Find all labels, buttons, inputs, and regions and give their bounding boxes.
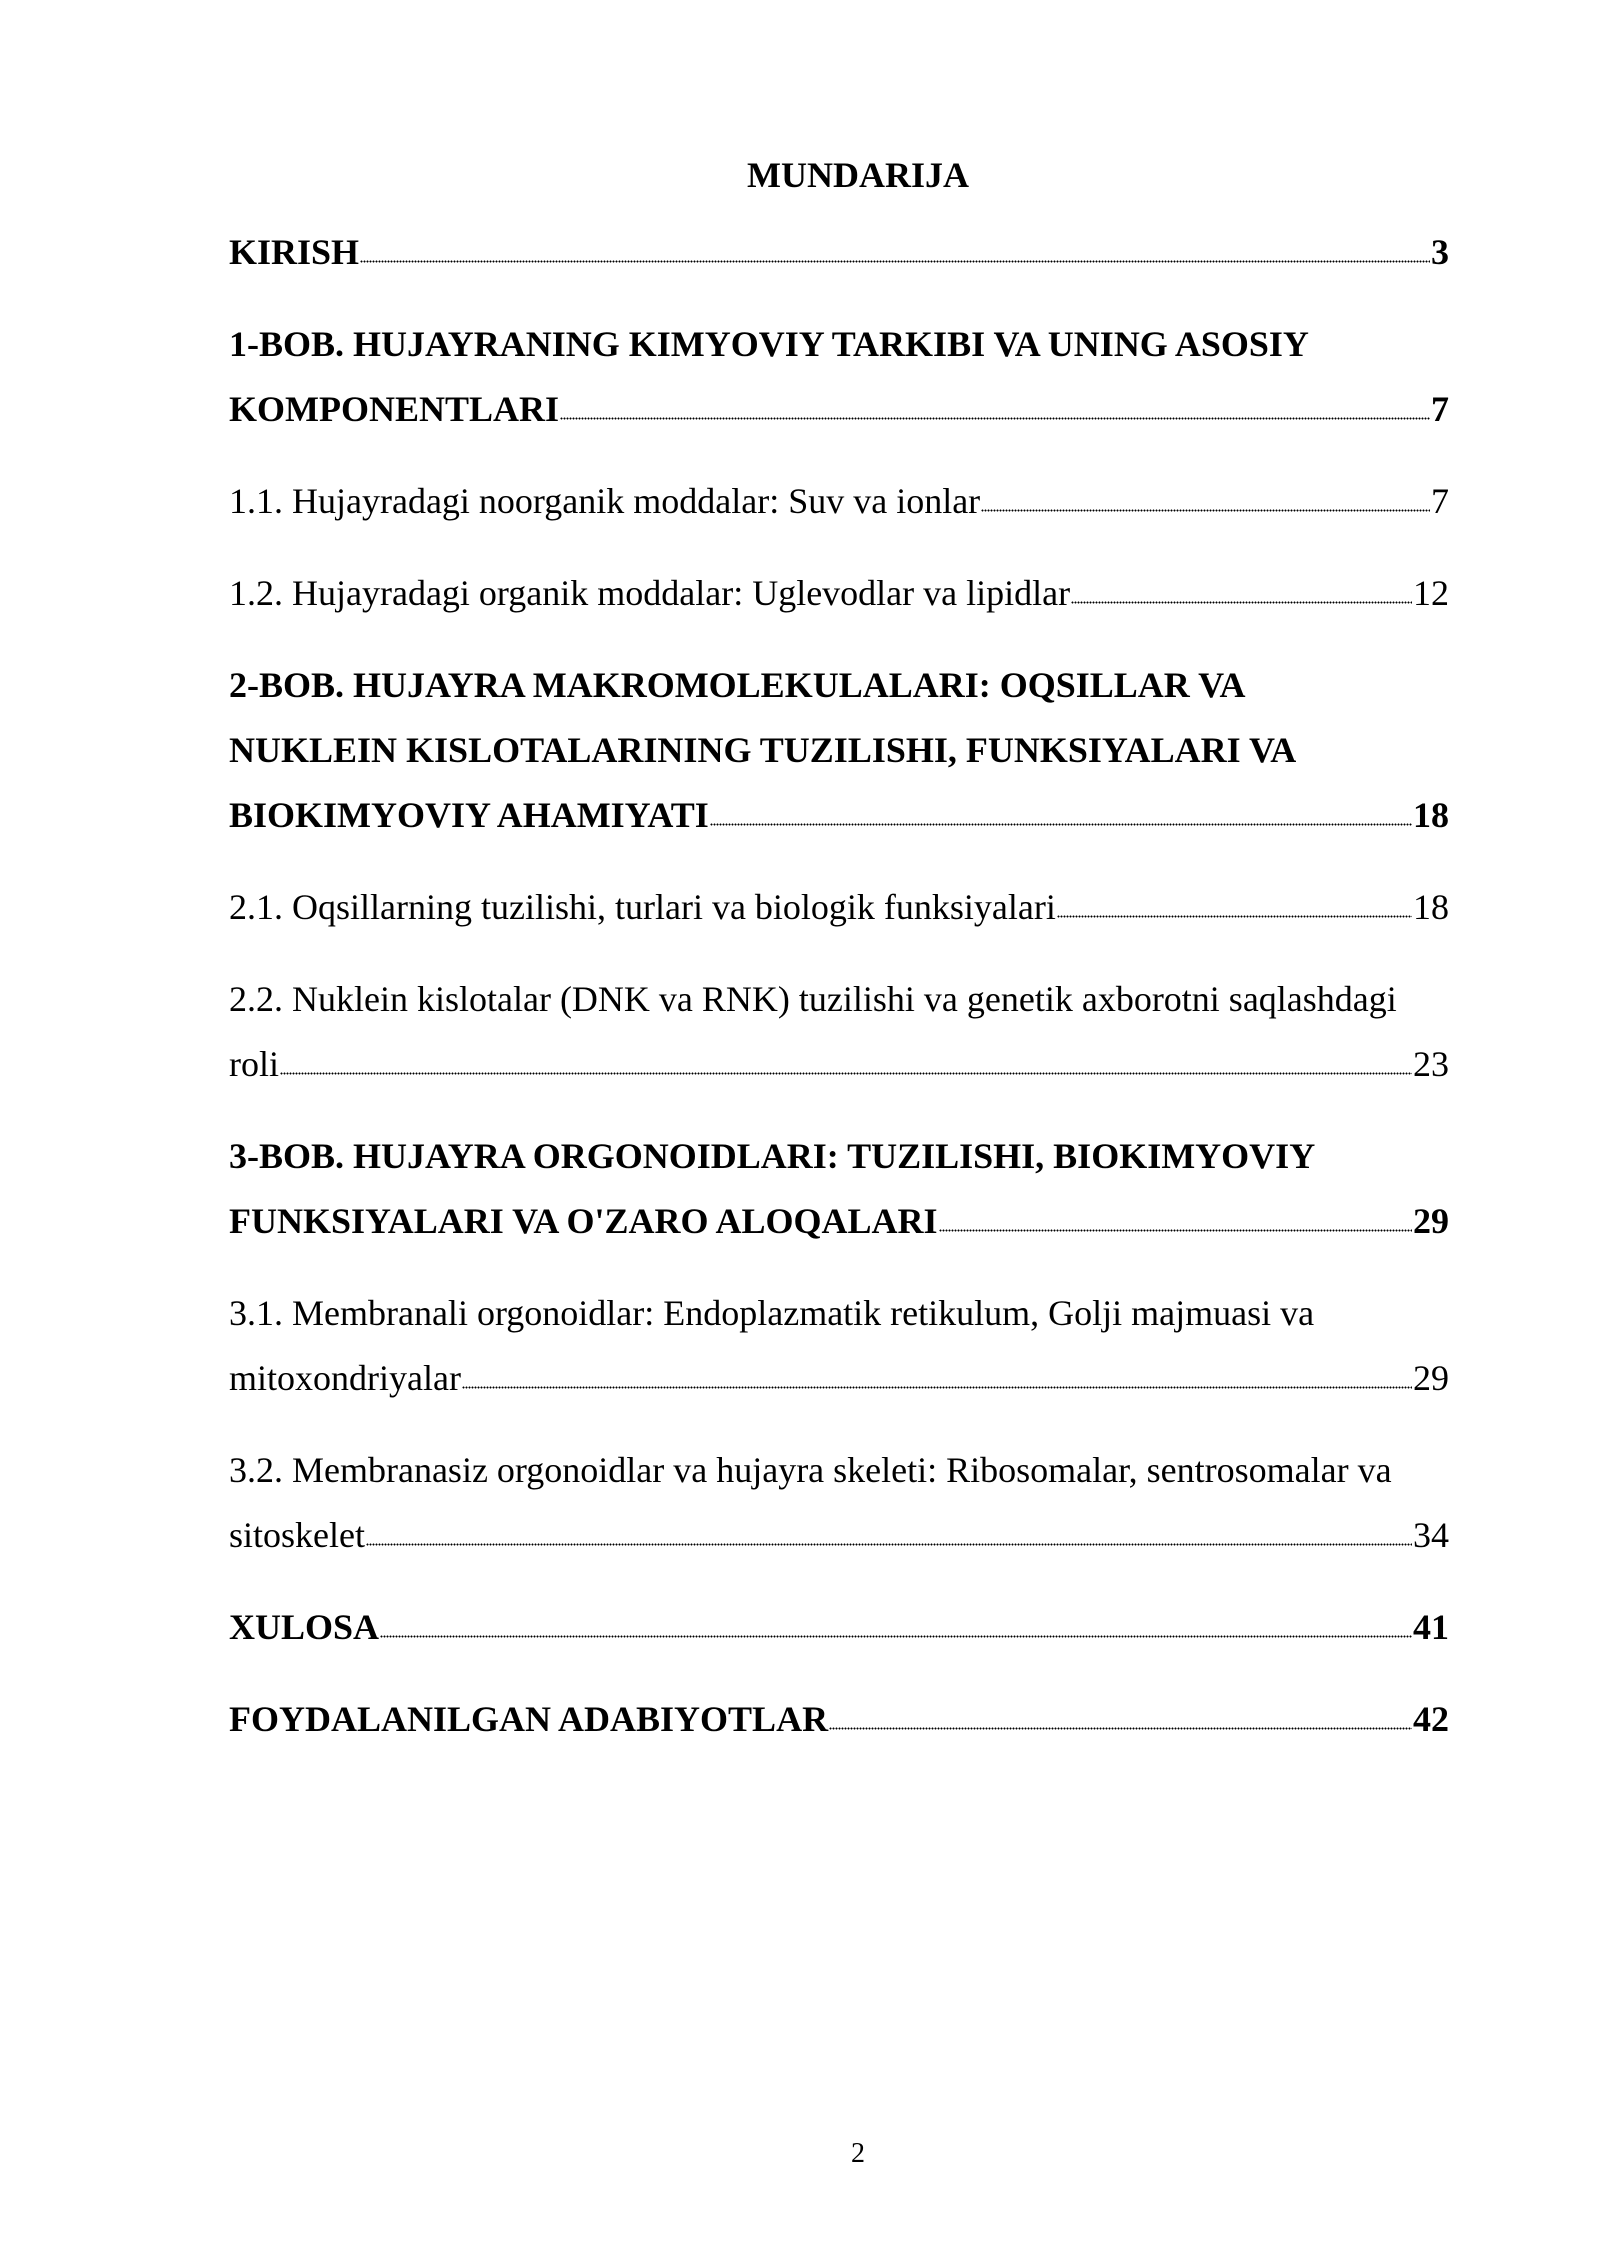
toc-entry[interactable]: [229, 1281, 1449, 1411]
toc-entry-text-line: 2-BOB. HUJAYRA MAKROMOLEKULALARI: OQSILLAR VA: [229, 665, 1246, 705]
toc-entry-title: FOYDALANILGAN ADABIYOTLAR: [229, 1699, 829, 1739]
toc-entry-final-line: [229, 1189, 1449, 1254]
toc-page-number: 42: [1413, 1699, 1449, 1739]
toc-entry-title: 2.1. Oqsillarning tuzilishi, turlari va biologik funksiyalari: [229, 887, 1056, 927]
dot-leader: [366, 1542, 1412, 1546]
toc-entry-final-line: [229, 1687, 1449, 1752]
toc-entry[interactable]: [229, 1687, 1449, 1752]
toc-entry-final-line: [229, 220, 1449, 285]
toc-entry-title: 1.1. Hujayradagi noorganik moddalar: Suv va ionlar: [229, 481, 981, 521]
toc-entry[interactable]: [229, 469, 1449, 534]
toc-entry-text-line: 2.2. Nuklein kislotalar (DNK va RNK) tuzilishi va genetik axborotni saqlashdagi: [229, 979, 1397, 1019]
toc-entry-title: sitoskelet: [229, 1515, 365, 1555]
table-of-contents: [229, 220, 1449, 1752]
toc-entry-final-line: [229, 561, 1449, 626]
toc-entry-text-line: NUKLEIN KISLOTALARINING TUZILISHI, FUNKSIYALARI VA: [229, 730, 1297, 770]
toc-entry[interactable]: [229, 1595, 1449, 1660]
dot-leader: [710, 822, 1412, 826]
toc-entry[interactable]: [229, 561, 1449, 626]
toc-entry-final-line: [229, 1032, 1449, 1097]
toc-entry-final-line: [229, 469, 1449, 534]
toc-entry-text-line: 3.1. Membranali orgonoidlar: Endoplazmatik retikulum, Golji majmuasi va: [229, 1293, 1315, 1333]
toc-entry-text-line: 1-BOB. HUJAYRANING KIMYOVIY TARKIBI VA UNING ASOSIY: [229, 324, 1309, 364]
toc-page-number: 18: [1413, 795, 1449, 835]
toc-page-number: 12: [1413, 573, 1449, 613]
toc-entry-final-line: [229, 875, 1449, 940]
page-number: 2: [851, 2138, 865, 2169]
toc-entry[interactable]: [229, 967, 1449, 1097]
dot-leader: [280, 1071, 1412, 1075]
toc-entry[interactable]: [229, 653, 1449, 848]
toc-entry-title: KOMPONENTLARI: [229, 389, 560, 429]
toc-entry-final-line: [229, 377, 1449, 442]
dot-leader: [981, 508, 1430, 512]
toc-entry-final-line: [229, 1595, 1449, 1660]
toc-entry-final-line: [229, 783, 1449, 848]
toc-entry-title: roli: [229, 1044, 279, 1084]
toc-entry[interactable]: [229, 220, 1449, 285]
dot-leader: [1057, 914, 1412, 918]
toc-page-number: 34: [1413, 1515, 1449, 1555]
toc-entry[interactable]: [229, 1438, 1449, 1568]
dot-leader: [462, 1385, 1412, 1389]
toc-entry[interactable]: [229, 312, 1449, 442]
toc-entry-title: mitoxondriyalar: [229, 1358, 461, 1398]
toc-entry-title: FUNKSIYALARI VA O'ZARO ALOQALARI: [229, 1201, 938, 1241]
toc-entry-final-line: [229, 1503, 1449, 1568]
toc-page-number: 29: [1413, 1358, 1449, 1398]
toc-entry-title: BIOKIMYOVIY AHAMIYATI: [229, 795, 709, 835]
toc-entry-text-line: 3-BOB. HUJAYRA ORGONOIDLARI: TUZILISHI, BIOKIMYOVIY: [229, 1136, 1316, 1176]
toc-entry-title: XULOSA: [229, 1607, 380, 1647]
toc-page-number: 7: [1431, 481, 1449, 521]
dot-leader: [360, 259, 1430, 263]
toc-entry-final-line: [229, 1346, 1449, 1411]
toc-page-number: 23: [1413, 1044, 1449, 1084]
toc-entry-text-line: 3.2. Membranasiz orgonoidlar va hujayra skeleti: Ribosomalar, sentrosomalar va: [229, 1450, 1392, 1490]
toc-page-number: 29: [1413, 1201, 1449, 1241]
toc-page-number: 7: [1431, 389, 1449, 429]
dot-leader: [560, 416, 1430, 420]
toc-page-number: 41: [1413, 1607, 1449, 1647]
toc-entry-title: 1.2. Hujayradagi organik moddalar: Uglevodlar va lipidlar: [229, 573, 1071, 613]
toc-page-number: 18: [1413, 887, 1449, 927]
toc-page-number: 3: [1431, 232, 1449, 272]
page-title: MUNDARIJA: [747, 155, 969, 195]
toc-entry-title: KIRISH: [229, 232, 360, 272]
dot-leader: [939, 1228, 1412, 1232]
toc-entry[interactable]: [229, 875, 1449, 940]
dot-leader: [1071, 600, 1412, 604]
dot-leader: [380, 1634, 1412, 1638]
toc-entry[interactable]: [229, 1124, 1449, 1254]
dot-leader: [829, 1726, 1412, 1730]
